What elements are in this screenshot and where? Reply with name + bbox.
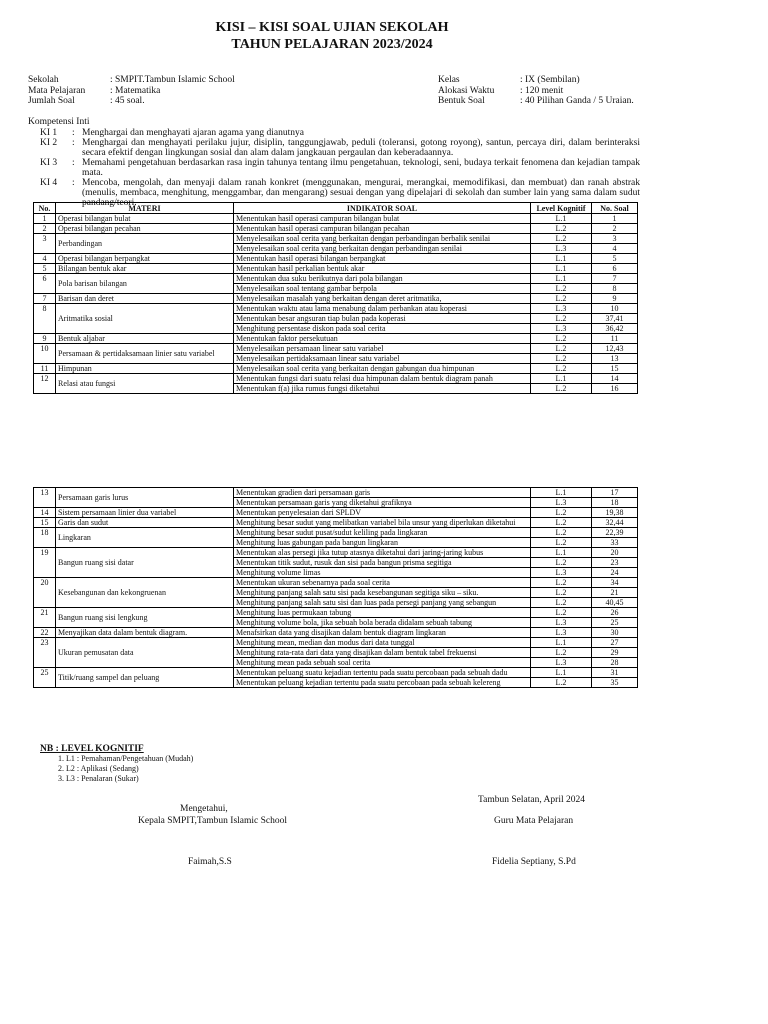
indikator-cell: Menentukan hasil perkalian bentuk akar	[234, 264, 531, 274]
info-row	[438, 75, 634, 86]
materi-cell: Persamaan garis lurus	[56, 488, 234, 508]
table-row	[34, 344, 638, 354]
info-value: : 40 Pilihan Ganda / 5 Uraian.	[520, 96, 634, 106]
nosoal-cell: 5	[592, 254, 638, 264]
nosoal-cell: 15	[592, 364, 638, 374]
document-title: KISI – KISI SOAL UJIAN SEKOLAH	[215, 20, 449, 35]
info-value: : 45 soal.	[110, 96, 145, 106]
ki-item	[28, 138, 640, 158]
mengetahui-label: Mengetahui,	[180, 804, 228, 814]
guru-title: Guru Mata Pelajaran	[494, 816, 574, 826]
materi-cell: Bangun ruang sisi datar	[56, 548, 234, 578]
nosoal-cell: 11	[592, 334, 638, 344]
info-row	[438, 86, 634, 97]
info-label: Mata Pelajaran	[28, 85, 86, 96]
nosoal-cell: 21	[592, 588, 638, 598]
ki-text: Mencoba, mengolah, dan menyaji dalam ranah konkret (menggunakan, mengurai, merangkai, memodifikasi, dan membuat) dan ranah abstrak (menulis, membaca, menghitung, menggambar, dan mengarang) sesuai dengan yang dipelajari di sekolah dan sumber lain yang sama dalam sudut pandang/teori.	[82, 178, 640, 208]
level-cell: L.3	[531, 568, 592, 578]
nosoal-cell: 7	[592, 274, 638, 284]
level-cell: L.2	[531, 508, 592, 518]
row-number: 12	[34, 374, 56, 394]
indikator-cell: Menyelesaikan masalah yang berkaitan dengan deret aritmatika,	[234, 294, 531, 304]
indikator-cell: Menyelesaikan persamaan linear satu variabel	[234, 344, 531, 354]
info-label: Alokasi Waktu	[438, 85, 495, 96]
ki-id: KI 4	[40, 178, 58, 188]
nosoal-cell: 9	[592, 294, 638, 304]
table-row	[34, 254, 638, 264]
header-level: Level Kognitif	[531, 203, 592, 214]
indikator-cell: Menyelesaikan pertidaksamaan linear satu variabel	[234, 354, 531, 364]
level-cell: L.2	[531, 528, 592, 538]
row-number: 22	[34, 628, 56, 638]
ki-item	[28, 128, 640, 138]
info-row	[28, 75, 235, 86]
indikator-cell: Menentukan fungsi dari suatu relasi dua himpunan dalam bentuk diagram panah	[234, 374, 531, 384]
kompetensi-inti	[28, 117, 640, 208]
indikator-cell: Menentukan faktor persekutuan	[234, 334, 531, 344]
nosoal-cell: 8	[592, 284, 638, 294]
table-row	[34, 668, 638, 678]
row-number: 3	[34, 234, 56, 254]
info-right	[438, 75, 634, 107]
table-row	[34, 628, 638, 638]
nosoal-cell: 3	[592, 234, 638, 244]
indikator-cell: Menghitung volume limas	[234, 568, 531, 578]
level-cell: L.2	[531, 598, 592, 608]
level-cell: L.3	[531, 658, 592, 668]
level-cell: L.2	[531, 314, 592, 324]
level-kognitif-note	[40, 744, 193, 784]
nosoal-cell: 10	[592, 304, 638, 314]
nosoal-cell: 33	[592, 538, 638, 548]
indikator-cell: Menyelesaikan soal tentang gambar berpola	[234, 284, 531, 294]
nosoal-cell: 37,41	[592, 314, 638, 324]
ki-separator: :	[72, 128, 75, 138]
table-row	[34, 304, 638, 314]
materi-cell: Operasi bilangan berpangkat	[56, 254, 234, 264]
level-cell: L.1	[531, 668, 592, 678]
place-date: Tambun Selatan, April 2024	[478, 795, 585, 805]
nosoal-cell: 19,38	[592, 508, 638, 518]
info-value: : IX (Sembilan)	[520, 75, 580, 85]
level-cell: L.1	[531, 214, 592, 224]
table-row	[34, 374, 638, 384]
nosoal-cell: 28	[592, 658, 638, 668]
row-number: 14	[34, 508, 56, 518]
info-label: Kelas	[438, 75, 460, 85]
row-number: 10	[34, 344, 56, 364]
indikator-cell: Menentukan gradien dari persamaan garis	[234, 488, 531, 498]
level-cell: L.2	[531, 384, 592, 394]
nosoal-cell: 34	[592, 578, 638, 588]
row-number: 21	[34, 608, 56, 628]
row-number: 13	[34, 488, 56, 508]
table-row	[34, 578, 638, 588]
ki-separator: :	[72, 158, 75, 168]
level-cell: L.3	[531, 628, 592, 638]
nosoal-cell: 14	[592, 374, 638, 384]
level-cell: L.1	[531, 638, 592, 648]
indikator-cell: Menghitung besar sudut yang melibatkan variabel bila unsur yang diperlukan diketahui	[234, 518, 531, 528]
row-number: 18	[34, 528, 56, 548]
nosoal-cell: 27	[592, 638, 638, 648]
table-row	[34, 488, 638, 498]
indikator-cell: Menentukan persamaan garis yang diketahui grafiknya	[234, 498, 531, 508]
row-number: 23	[34, 638, 56, 668]
nosoal-cell: 12,43	[592, 344, 638, 354]
header-nosoal: No. Soal	[592, 203, 638, 214]
indikator-cell: Menghitung mean pada sebuah soal cerita	[234, 658, 531, 668]
table-row	[34, 508, 638, 518]
note-list	[40, 754, 193, 784]
nosoal-cell: 26	[592, 608, 638, 618]
row-number: 20	[34, 578, 56, 608]
materi-cell: Menyajikan data dalam bentuk diagram.	[56, 628, 234, 638]
nosoal-cell: 24	[592, 568, 638, 578]
level-cell: L.2	[531, 648, 592, 658]
ki-text: Menghargai dan menghayati perilaku jujur, disiplin, tanggungjawab, peduli (toleransi, gotong royong), santun, percaya diri, dalam berinteraksi secara efektif dengan lingkungan sosial dan alam dalam jangkauan pergaulan dan keberadaannya.	[82, 138, 640, 158]
materi-cell: Bentuk aljabar	[56, 334, 234, 344]
level-cell: L.2	[531, 344, 592, 354]
level-cell: L.1	[531, 274, 592, 284]
ki-id: KI 1	[40, 128, 58, 138]
ki-id: KI 3	[40, 158, 58, 168]
row-number: 9	[34, 334, 56, 344]
nosoal-cell: 2	[592, 224, 638, 234]
info-label: Bentuk Soal	[438, 96, 485, 106]
indikator-cell: Menyelesaikan soal cerita yang berkaitan dengan perbandingan berbalik senilai	[234, 234, 531, 244]
level-item: 1. L1 : Pemahaman/Pengetahuan (Mudah)	[66, 754, 193, 764]
ki-separator: :	[72, 138, 75, 148]
indikator-cell: Menghitung luas gabungan pada bangun lingkaran	[234, 538, 531, 548]
table-row	[34, 234, 638, 244]
row-number: 11	[34, 364, 56, 374]
level-cell: L.2	[531, 578, 592, 588]
document-subtitle: TAHUN PELAJARAN 2023/2024	[231, 37, 433, 52]
materi-cell: Bangun ruang sisi lengkung	[56, 608, 234, 628]
materi-cell: Titik/ruang sampel dan peluang	[56, 668, 234, 688]
row-number: 15	[34, 518, 56, 528]
header-indikator: INDIKATOR SOAL	[234, 203, 531, 214]
nosoal-cell: 6	[592, 264, 638, 274]
kompetensi-inti-heading: Kompetensi Inti	[28, 117, 90, 127]
indikator-cell: Menyelesaikan soal cerita yang berkaitan dengan perbandingan senilai	[234, 244, 531, 254]
indikator-cell: Menghitung panjang salah satu sisi dan luas pada persegi panjang yang sebangun	[234, 598, 531, 608]
level-cell: L.2	[531, 678, 592, 688]
level-cell: L.2	[531, 588, 592, 598]
table-row	[34, 214, 638, 224]
info-row	[28, 86, 235, 97]
nosoal-cell: 17	[592, 488, 638, 498]
level-cell: L.2	[531, 364, 592, 374]
table-row	[34, 548, 638, 558]
table-row	[34, 528, 638, 538]
level-cell: L.3	[531, 304, 592, 314]
nosoal-cell: 4	[592, 244, 638, 254]
level-cell: L.2	[531, 518, 592, 528]
indikator-cell: Menentukan titik sudut, rusuk dan sisi pada bangun prisma segitiga	[234, 558, 531, 568]
info-row	[438, 96, 634, 107]
indikator-cell: Menentukan hasil operasi campuran bilangan bulat	[234, 214, 531, 224]
nosoal-cell: 32,44	[592, 518, 638, 528]
level-cell: L.1	[531, 374, 592, 384]
nosoal-cell: 13	[592, 354, 638, 364]
ki-separator: :	[72, 178, 75, 188]
guru-name: Fidelia Septiany, S.Pd	[492, 857, 576, 867]
materi-cell: Pola barisan bilangan	[56, 274, 234, 294]
nosoal-cell: 31	[592, 668, 638, 678]
row-number: 7	[34, 294, 56, 304]
materi-cell: Ukuran pemusatan data	[56, 638, 234, 668]
table-row	[34, 334, 638, 344]
kisi-table-2	[33, 487, 638, 688]
header-no: No.	[34, 203, 56, 214]
table-row	[34, 274, 638, 284]
materi-cell: Barisan dan deret	[56, 294, 234, 304]
indikator-cell: Menghitung panjang salah satu sisi pada kesebangunan segitiga siku – siku.	[234, 588, 531, 598]
level-cell: L.2	[531, 294, 592, 304]
nosoal-cell: 20	[592, 548, 638, 558]
table-row	[34, 608, 638, 618]
nosoal-cell: 35	[592, 678, 638, 688]
level-cell: L.2	[531, 334, 592, 344]
kompetensi-inti-list	[28, 128, 640, 208]
info-row	[28, 96, 235, 107]
table-row	[34, 364, 638, 374]
kisi-table-1	[33, 202, 638, 394]
materi-cell: Operasi bilangan bulat	[56, 214, 234, 224]
indikator-cell: Menentukan f(a) jika rumus fungsi diketahui	[234, 384, 531, 394]
nosoal-cell: 23	[592, 558, 638, 568]
nosoal-cell: 1	[592, 214, 638, 224]
nosoal-cell: 29	[592, 648, 638, 658]
level-cell: L.2	[531, 224, 592, 234]
indikator-cell: Menentukan peluang kejadian tertentu pada suatu percobaan pada sebuah kelereng	[234, 678, 531, 688]
header-materi: MATERI	[56, 203, 234, 214]
materi-cell: Bilangan bentuk akar	[56, 264, 234, 274]
row-number: 1	[34, 214, 56, 224]
level-cell: L.1	[531, 264, 592, 274]
table-header-row	[34, 203, 638, 214]
table-row	[34, 224, 638, 234]
materi-cell: Kesebangunan dan kekongruenan	[56, 578, 234, 608]
indikator-cell: Menentukan dua suku berikutnya dari pola bilangan	[234, 274, 531, 284]
row-number: 2	[34, 224, 56, 234]
info-value: : 120 menit	[520, 85, 564, 96]
nosoal-cell: 36,42	[592, 324, 638, 334]
row-number: 25	[34, 668, 56, 688]
nosoal-cell: 18	[592, 498, 638, 508]
indikator-cell: Menghitung besar sudut pusat/sudut keliling pada lingkaran	[234, 528, 531, 538]
materi-cell: Perbandingan	[56, 234, 234, 254]
level-item: 3. L3 : Penalaran (Sukar)	[66, 774, 193, 784]
materi-cell: Himpunan	[56, 364, 234, 374]
kepala-name: Faimah,S.S	[188, 857, 232, 867]
level-cell: L.3	[531, 324, 592, 334]
nosoal-cell: 30	[592, 628, 638, 638]
row-number: 5	[34, 264, 56, 274]
info-value: : SMPIT.Tambun Islamic School	[110, 75, 235, 85]
info-left	[28, 75, 235, 107]
ki-text: Memahami pengetahuan berdasarkan rasa ingin tahunya tentang ilmu pengetahuan, teknologi, seni, budaya terkait fenomena dan kejadian tampak mata.	[82, 158, 640, 178]
materi-cell: Sistem persamaan linier dua variabel	[56, 508, 234, 518]
table-row	[34, 638, 638, 648]
indikator-cell: Menghitung persentase diskon pada soal cerita	[234, 324, 531, 334]
indikator-cell: Menentukan penyelesaian dari SPLDV	[234, 508, 531, 518]
materi-cell: Aritmatika sosial	[56, 304, 234, 334]
row-number: 6	[34, 274, 56, 294]
level-cell: L.1	[531, 548, 592, 558]
materi-cell: Lingkaran	[56, 528, 234, 548]
info-value: : Matematika	[110, 85, 161, 96]
info-label: Sekolah	[28, 75, 59, 85]
indikator-cell: Menentukan waktu atau lama menabung dalam perbankan atau koperasi	[234, 304, 531, 314]
indikator-cell: Menghitung mean, median dan modus dari data tunggal	[234, 638, 531, 648]
row-number: 8	[34, 304, 56, 334]
level-cell: L.1	[531, 488, 592, 498]
indikator-cell: Menentukan ukuran sebenarnya pada soal cerita	[234, 578, 531, 588]
info-label: Jumlah Soal	[28, 96, 75, 106]
materi-cell: Garis dan sudut	[56, 518, 234, 528]
row-number: 19	[34, 548, 56, 578]
indikator-cell: Menghitung luas permukaan tabung	[234, 608, 531, 618]
ki-item	[28, 158, 640, 178]
indikator-cell: Menentukan hasil operasi campuran bilangan pecahan	[234, 224, 531, 234]
level-cell: L.3	[531, 244, 592, 254]
level-cell: L.2	[531, 354, 592, 364]
indikator-cell: Menyelesaikan soal cerita yang berkaitan dengan gabungan dua himpunan	[234, 364, 531, 374]
ki-id: KI 2	[40, 138, 58, 148]
level-cell: L.3	[531, 618, 592, 628]
ki-text: Menghargai dan menghayati ajaran agama yang dianutnya	[82, 128, 304, 138]
level-cell: L.2	[531, 284, 592, 294]
indikator-cell: Menghitung rata-rata dari data yang disajikan dalam bentuk tabel frekuensi	[234, 648, 531, 658]
indikator-cell: Menentukan alas persegi jika tutup atasnya diketahui dari jaring-jaring kubus	[234, 548, 531, 558]
level-cell: L.2	[531, 558, 592, 568]
level-cell: L.2	[531, 538, 592, 548]
indikator-cell: Menafsirkan data yang disajikan dalam bentuk diagram lingkaran	[234, 628, 531, 638]
indikator-cell: Menentukan hasil operasi bilangan berpangkat	[234, 254, 531, 264]
level-cell: L.1	[531, 254, 592, 264]
level-cell: L.3	[531, 498, 592, 508]
kepala-title: Kepala SMPIT,Tambun Islamic School	[138, 816, 288, 826]
indikator-cell: Menghitung volume bola, jika sebuah bola berada didalam sebuah tabung	[234, 618, 531, 628]
level-item: 2. L2 : Aplikasi (Sedang)	[66, 764, 193, 774]
materi-cell: Relasi atau fungsi	[56, 374, 234, 394]
row-number: 4	[34, 254, 56, 264]
nosoal-cell: 22,39	[592, 528, 638, 538]
table-row	[34, 264, 638, 274]
nosoal-cell: 16	[592, 384, 638, 394]
table-row	[34, 294, 638, 304]
materi-cell: Operasi bilangan pecahan	[56, 224, 234, 234]
materi-cell: Persamaan & pertidaksamaan linier satu variabel	[56, 344, 234, 364]
indikator-cell: Menentukan peluang suatu kejadian tertentu pada suatu percobaan pada sebuah dadu	[234, 668, 531, 678]
nosoal-cell: 40,45	[592, 598, 638, 608]
level-cell: L.2	[531, 234, 592, 244]
nosoal-cell: 25	[592, 618, 638, 628]
note-title: NB : LEVEL KOGNITIF	[40, 744, 144, 754]
indikator-cell: Menentukan besar angsuran tiap bulan pada koperasi	[234, 314, 531, 324]
table-row	[34, 518, 638, 528]
level-cell: L.2	[531, 608, 592, 618]
